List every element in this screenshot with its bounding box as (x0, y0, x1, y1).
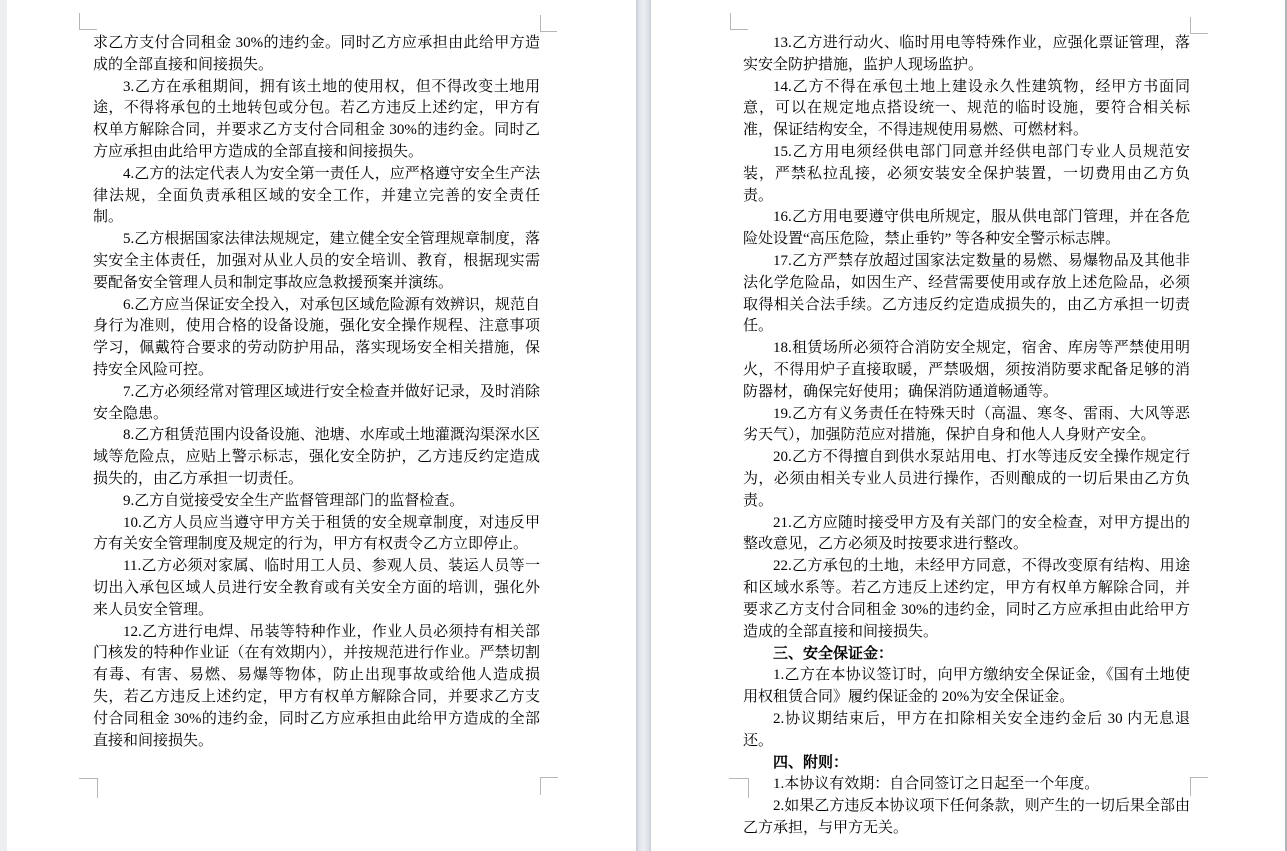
paragraph[interactable]: 6.乙方应当保证安全投入，对承包区域危险源有效辨识，规范自身行为准则，使用合格的设备设施，强化安全操作规程、注意事项学习，佩戴符合要求的劳动防护用品，落实现场安全相关措施，保持安全风险可控。 (93, 296, 540, 378)
paragraph[interactable]: 2.协议期结束后，甲方在扣除相关安全违约金后 30 内无息退还。 (743, 710, 1190, 749)
section-heading[interactable]: 四、附则： (773, 754, 849, 772)
crop-mark-top-right-icon (540, 15, 557, 32)
paragraph[interactable]: 1.乙方在本协议签订时，向甲方缴纳安全保证金，《国有土地使用权租赁合同》履约保证金的 20%为安全保证金。 (743, 667, 1190, 705)
paragraph[interactable]: 12.乙方进行电焊、吊装等特种作业，作业人员必须持有相关部门核发的特种作业证（在有效期内），并按规范进行作业。严禁切割有毒、有害、易燃、易爆等物体，防止出现事故或给他人造成损失，若乙方违反上述约定，甲方有权单方解除合同，并要求乙方支付合同租金 30%的违约金，同时乙方应承担由此给甲方造成的全部直接和间接损失。 (93, 623, 540, 749)
page-1-text-area[interactable] (93, 33, 540, 752)
paragraph[interactable]: 7.乙方必须经常对管理区域进行安全检查并做好记录，及时消除安全隐患。 (93, 383, 540, 422)
paragraph[interactable]: 20.乙方不得擅自到供水泵站用电、打水等违反安全操作规定行为，必须由相关专业人员进行操作，否则酿成的一切后果由乙方负责。 (743, 449, 1190, 509)
paragraph[interactable]: 19.乙方有义务责任在特殊天时（高温、寒冬、雷雨、大风等恶劣天气），加强防范应对措施，保护自身和他人人身财产安全。 (743, 405, 1190, 444)
paragraph[interactable]: 10.乙方人员应当遵守甲方关于租赁的安全规章制度，对违反甲方有关安全管理制度及规定的行为，甲方有权责令乙方立即停止。 (93, 514, 540, 553)
crop-mark-bottom-right-icon (1190, 777, 1208, 796)
paragraph[interactable]: 2.如果乙方违反本协议项下任何条款，则产生的一切后果全部由乙方承担，与甲方无关。 (743, 797, 1190, 836)
paragraph[interactable]: 求乙方支付合同租金 30%的违约金。同时乙方应承担由此给甲方造成的全部直接和间接损失。 (93, 35, 540, 73)
paragraph[interactable]: 9.乙方自觉接受安全生产监督管理部门的监督检查。 (123, 492, 465, 509)
paragraph[interactable]: 4.乙方的法定代表人为安全第一责任人，应严格遵守安全生产法律法规，全面负责承租区域的安全工作，并建立完善的安全责任制。 (93, 165, 540, 226)
paragraph[interactable]: 8.乙方租赁范围内设备设施、池塘、水库或土地灌溉沟渠深水区域等危险点，应贴上警示标志，强化安全防护，乙方违反约定造成损失的，由乙方承担一切责任。 (93, 427, 540, 487)
paragraph[interactable]: 16.乙方用电要遵守供电所规定，服从供电部门管理，并在各危险处设置“高压危险，禁止垂钓” 等各种安全警示标志牌。 (743, 209, 1190, 248)
paragraph[interactable]: 17.乙方严禁存放超过国家法定数量的易燃、易爆物品及其他非法化学危险品，如因生产、经营需要使用或存放上述危险品，必须取得相关合法手续。乙方违反约定造成损失的，由乙方承担一切责任。 (743, 252, 1190, 335)
paragraph[interactable]: 21.乙方应随时接受甲方及有关部门的安全检查，对甲方提出的整改意见，乙方必须及时按要求进行整改。 (743, 514, 1190, 553)
crop-mark-bottom-left-icon (79, 778, 98, 798)
paragraph[interactable]: 13.乙方进行动火、临时用电等特殊作业，应强化票证管理，落实安全防护措施，监护人现场监护。 (743, 35, 1190, 73)
paragraph[interactable]: 18.租赁场所必须符合消防安全规定，宿舍、库房等严禁使用明火，不得用炉子直接取暖，严禁吸烟，须按消防要求配备足够的消防器材，确保完好使用；确保消防通道畅通等。 (743, 340, 1190, 400)
paragraph[interactable]: 5.乙方根据国家法律法规规定，建立健全安全管理规章制度，落实安全主体责任，加强对从业人员的安全培训、教育，根据现实需要配备安全管理人员和制定事故应急救援预案并演练。 (93, 231, 540, 291)
paragraph[interactable]: 3.乙方在承租期间，拥有该土地的使用权，但不得改变土地用途，不得将承包的土地转包或分包。若乙方违反上述约定，甲方有权单方解除合同，并要求乙方支付合同租金 30%的违约金。同时乙方应承担由此给甲方造成的全部直接和间接损失。 (93, 78, 540, 160)
paragraph[interactable]: 15.乙方用电须经供电部门同意并经供电部门专业人员规范安装，严禁私拉乱接，必须安装安全保护装置，一切费用由乙方负责。 (743, 143, 1190, 204)
crop-mark-top-left-icon (79, 13, 97, 30)
page-2[interactable] (651, 0, 1285, 851)
page-gap (636, 0, 651, 851)
crop-mark-bottom-right-icon (540, 777, 558, 795)
crop-mark-top-left-icon (730, 13, 748, 30)
page-2-text-area[interactable] (743, 33, 1190, 839)
paragraph[interactable]: 1.本协议有效期：自合同签订之日起至一个年度。 (773, 776, 1100, 793)
crop-mark-top-right-icon (1190, 17, 1208, 34)
section-heading[interactable]: 三、安全保证金： (773, 645, 894, 663)
paragraph[interactable]: 22.乙方承包的土地，未经甲方同意，不得改变原有结构、用途和区域水系等。若乙方违反上述约定，甲方有权单方解除合同，并要求乙方支付合同租金 30%的违约金，同时乙方应承担由此给甲方造成的全部直接和间接损失。 (743, 558, 1190, 640)
page-1[interactable] (7, 0, 636, 851)
paragraph[interactable]: 11.乙方必须对家属、临时用工人员、参观人员、装运人员等一切出入承包区域人员进行安全教育或有关安全方面的培训，强化外来人员安全管理。 (93, 558, 540, 618)
paragraph[interactable]: 14.乙方不得在承包土地上建设永久性建筑物，经甲方书面同意，可以在规定地点搭设统一、规范的临时设施，要符合相关标准，保证结构安全，不得违规使用易燃、可燃材料。 (743, 78, 1190, 139)
